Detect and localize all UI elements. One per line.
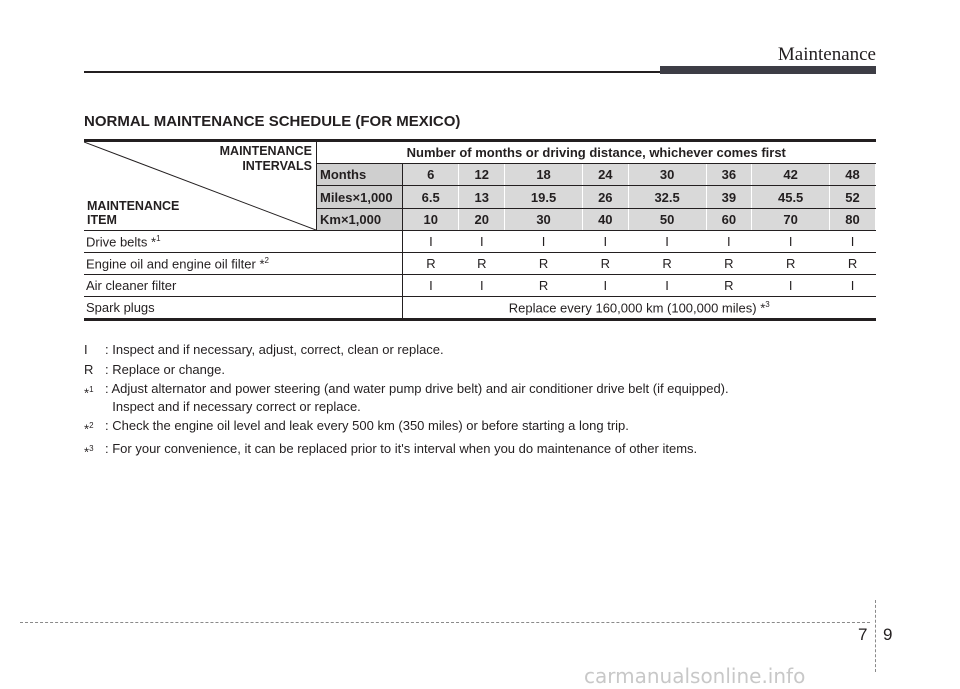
interval-value: 30 [628, 164, 706, 186]
interval-value: 52 [830, 186, 876, 208]
unit-label-km: Km×1,000 [317, 208, 403, 230]
interval-header: Number of months or driving distance, whichever comes first [317, 141, 876, 164]
item-value: I [459, 231, 505, 253]
interval-value: 42 [752, 164, 830, 186]
interval-value: 26 [582, 186, 628, 208]
note-footnote-2: *$^2$ : Check the engine oil level and leak every 500 km (350 miles) or before starting a long trip. [84, 418, 629, 437]
item-value: I [505, 231, 583, 253]
interval-value: 13 [459, 186, 505, 208]
item-value: R [752, 253, 830, 275]
table-corner-cell [84, 141, 317, 231]
item-engine-oil: Engine oil and engine oil filter *$^2$ [84, 253, 403, 275]
interval-value: 10 [403, 208, 459, 230]
item-value: I [403, 231, 459, 253]
item-value: I [830, 231, 876, 253]
unit-label-months: Months [317, 164, 403, 186]
item-value: R [830, 253, 876, 275]
item-spark-plugs: Spark plugs [84, 297, 403, 320]
page-number: 9 [883, 625, 893, 644]
header-rule [84, 71, 660, 73]
notes-legend [84, 340, 729, 463]
item-value: R [706, 253, 752, 275]
interval-value: 40 [582, 208, 628, 230]
item-value: R [505, 253, 583, 275]
note-footnote-1: *$^1$ : Adjust alternator and power steering (and water pump drive belt) and air conditioner drive belt (if equipped). Inspect and if necessary correct or replace. [84, 381, 729, 414]
interval-value: 80 [830, 208, 876, 230]
watermark: carmanualsonline.info [584, 664, 806, 688]
table-row [84, 275, 876, 297]
interval-value: 6 [403, 164, 459, 186]
interval-value: 48 [830, 164, 876, 186]
interval-value: 12 [459, 164, 505, 186]
schedule-title: NORMAL MAINTENANCE SCHEDULE (FOR MEXICO) [84, 113, 461, 130]
footer-dashed-divider [875, 600, 876, 672]
interval-value: 20 [459, 208, 505, 230]
table-row [84, 231, 876, 253]
interval-value: 6.5 [403, 186, 459, 208]
interval-value: 32.5 [628, 186, 706, 208]
item-value: R [403, 253, 459, 275]
table-row [84, 253, 876, 275]
note-replace: R : Replace or change. [84, 362, 225, 377]
item-value: I [706, 231, 752, 253]
item-value: I [582, 231, 628, 253]
interval-value: 36 [706, 164, 752, 186]
table-row [84, 297, 876, 320]
section-title: Maintenance [777, 44, 876, 65]
interval-value: 70 [752, 208, 830, 230]
interval-value: 50 [628, 208, 706, 230]
spark-plugs-interval: Replace every 160,000 km (100,000 miles) *$^3$ [403, 297, 876, 320]
interval-value: 24 [582, 164, 628, 186]
interval-value: 18 [505, 164, 583, 186]
item-value: R [505, 275, 583, 297]
unit-label-miles: Miles×1,000 [317, 186, 403, 208]
item-air-cleaner: Air cleaner filter [84, 275, 403, 297]
item-value: I [752, 231, 830, 253]
interval-value: 60 [706, 208, 752, 230]
item-value: I [628, 275, 706, 297]
item-value: I [582, 275, 628, 297]
item-value: R [459, 253, 505, 275]
item-value: I [628, 231, 706, 253]
interval-value: 39 [706, 186, 752, 208]
note-footnote-3: *$^3$ : For your convenience, it can be replaced prior to it's interval when you do maintenance of other items. [84, 441, 698, 460]
page-chapter: 7 [858, 625, 868, 644]
item-value: R [706, 275, 752, 297]
interval-value: 30 [505, 208, 583, 230]
header-rule-accent [660, 66, 876, 74]
item-value: I [752, 275, 830, 297]
table-header-row [84, 141, 876, 164]
interval-value: 45.5 [752, 186, 830, 208]
item-value: R [628, 253, 706, 275]
maintenance-schedule-table [84, 139, 876, 321]
item-value: I [459, 275, 505, 297]
item-value: I [403, 275, 459, 297]
note-inspect: I : Inspect and if necessary, adjust, correct, clean or replace. [84, 342, 444, 357]
item-value: R [582, 253, 628, 275]
corner-intervals-label: MAINTENANCE INTERVALS [219, 144, 312, 173]
interval-value: 19.5 [505, 186, 583, 208]
item-drive-belts: Drive belts *$^1$ [84, 231, 403, 253]
footer-dashed-rule [20, 622, 870, 623]
item-value: I [830, 275, 876, 297]
corner-item-label: MAINTENANCE ITEM [87, 199, 180, 227]
